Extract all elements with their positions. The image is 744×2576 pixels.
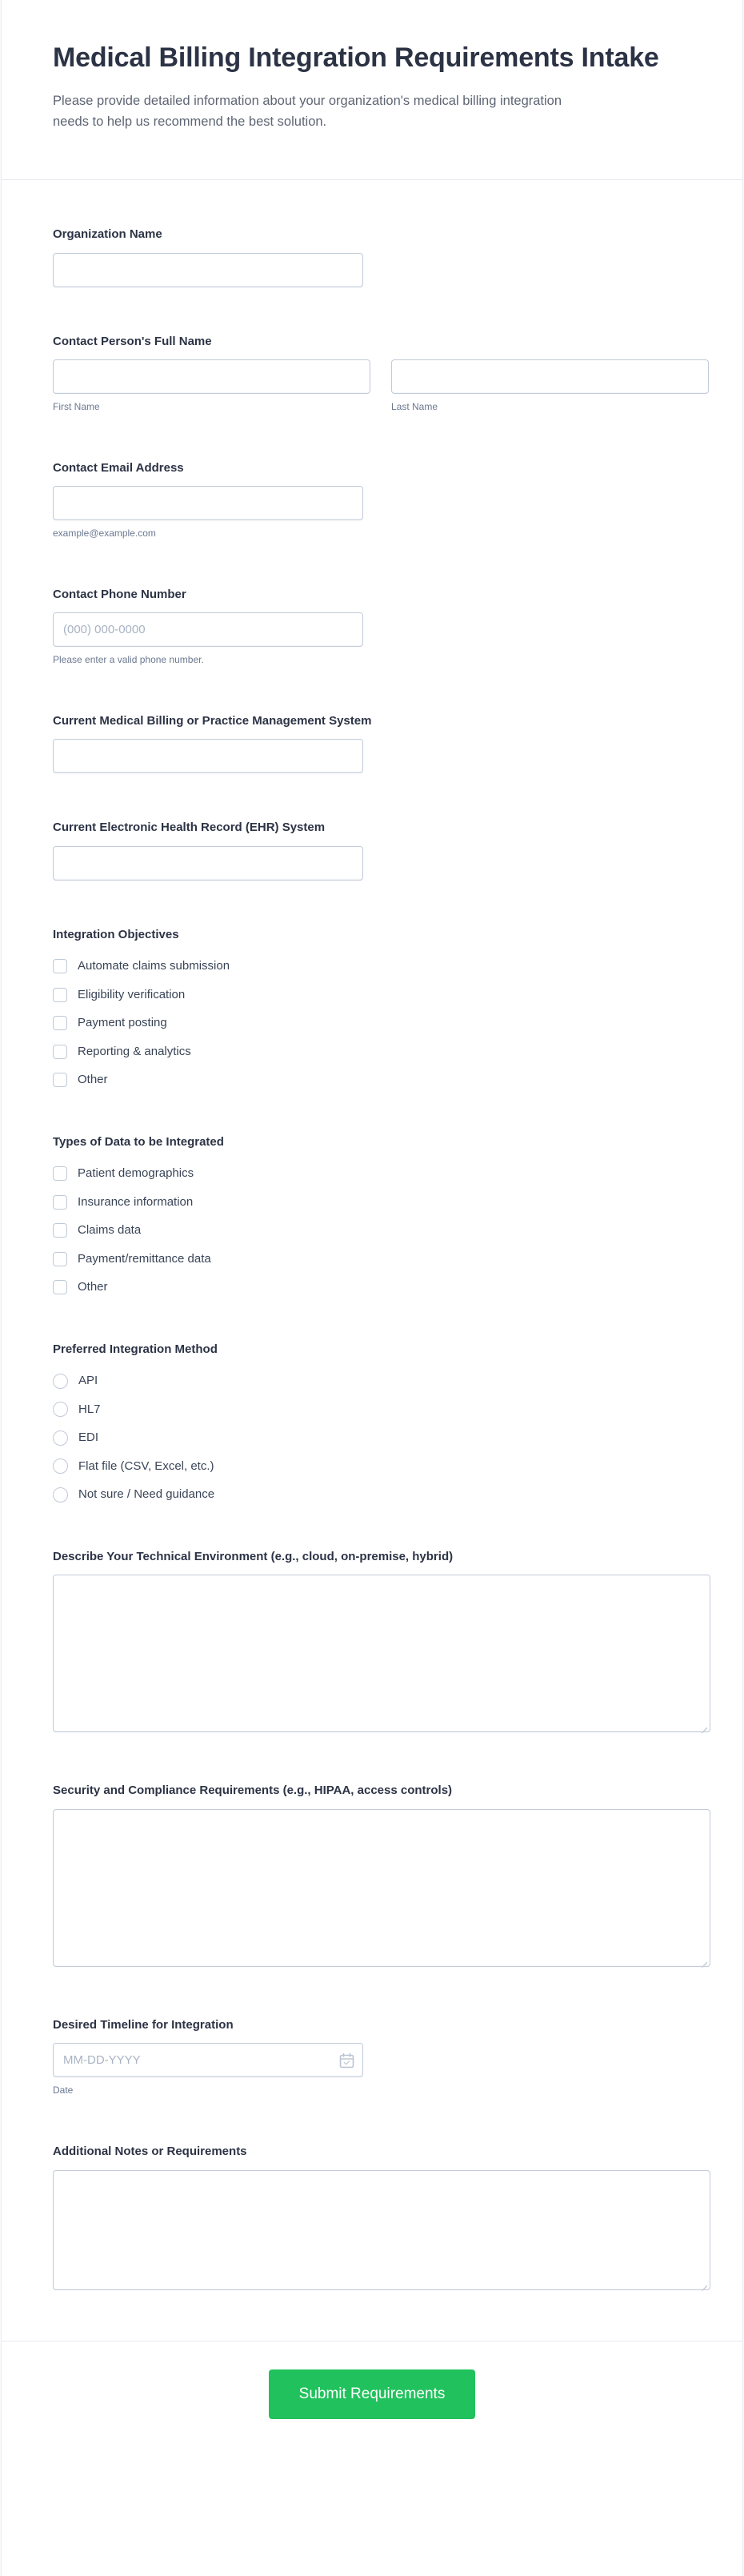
last-name-input[interactable] <box>391 359 709 394</box>
objective-option-automate-claims[interactable] <box>53 958 709 974</box>
objective-option-eligibility[interactable] <box>53 987 709 1003</box>
desired-timeline-label: Desired Timeline for Integration <box>53 2017 234 2032</box>
method-radio-api[interactable] <box>53 1374 68 1389</box>
objective-option-reporting[interactable] <box>53 1044 709 1060</box>
method-option-hl7[interactable] <box>53 1402 709 1418</box>
contact-phone-sublabel: Please enter a valid phone number. <box>53 654 204 666</box>
method-radio-edi[interactable] <box>53 1430 68 1446</box>
submit-section <box>2 2341 742 2458</box>
organization-name-label: Organization Name <box>53 227 162 242</box>
integration-method-options <box>53 1373 709 1503</box>
contact-name-label: Contact Person's Full Name <box>53 334 212 348</box>
method-option-flat-file[interactable] <box>53 1459 709 1475</box>
data-type-checkbox-insurance[interactable] <box>53 1195 67 1210</box>
additional-notes-textarea[interactable] <box>53 2170 710 2290</box>
data-type-option-label[interactable]: Insurance information <box>78 1194 194 1209</box>
objective-checkbox-automate-claims[interactable] <box>53 959 67 973</box>
objective-checkbox-eligibility[interactable] <box>53 988 67 1002</box>
data-types-label: Types of Data to be Integrated <box>53 1134 224 1149</box>
data-type-option-patient-demographics[interactable] <box>53 1166 709 1182</box>
form-body <box>2 180 742 2293</box>
method-option-label[interactable]: API <box>78 1374 98 1388</box>
field-technical-environment <box>53 1549 709 1737</box>
billing-system-label: Current Medical Billing or Practice Management System <box>53 713 372 728</box>
form-header <box>2 0 742 180</box>
first-name-column <box>53 359 370 414</box>
data-type-checkbox-other[interactable] <box>53 1280 67 1294</box>
data-type-checkbox-payment-remittance[interactable] <box>53 1252 67 1266</box>
field-data-types <box>53 1134 709 1295</box>
ehr-system-input[interactable] <box>53 846 363 881</box>
field-integration-method <box>53 1342 709 1503</box>
field-billing-system <box>53 713 709 774</box>
field-security-compliance <box>53 1783 709 1971</box>
security-compliance-textarea[interactable] <box>53 1809 710 1967</box>
objective-option-other[interactable] <box>53 1072 709 1088</box>
integration-objectives-options <box>53 958 709 1088</box>
date-input[interactable] <box>53 2043 363 2077</box>
calendar-icon[interactable] <box>339 2052 354 2068</box>
objective-checkbox-reporting[interactable] <box>53 1045 67 1059</box>
data-type-option-claims-data[interactable] <box>53 1222 709 1238</box>
method-radio-flat-file[interactable] <box>53 1459 68 1474</box>
data-type-option-other[interactable] <box>53 1279 709 1295</box>
field-desired-timeline <box>53 2017 709 2097</box>
objective-option-label[interactable]: Eligibility verification <box>78 987 186 1001</box>
last-name-sublabel: Last Name <box>391 401 438 413</box>
method-option-api[interactable] <box>53 1373 709 1389</box>
billing-system-input[interactable] <box>53 739 363 773</box>
objective-checkbox-payment-posting[interactable] <box>53 1016 67 1030</box>
method-radio-not-sure[interactable] <box>53 1487 68 1503</box>
method-option-not-sure[interactable] <box>53 1487 709 1503</box>
contact-phone-label: Contact Phone Number <box>53 587 186 601</box>
additional-notes-label: Additional Notes or Requirements <box>53 2145 247 2158</box>
field-contact-phone <box>53 587 709 667</box>
form-page <box>1 0 743 2576</box>
security-compliance-label: Security and Compliance Requirements (e.g., HIPAA, access controls) <box>53 1784 453 1798</box>
contact-email-sublabel: example@example.com <box>53 528 156 540</box>
objective-option-label[interactable]: Automate claims submission <box>78 959 230 973</box>
data-type-option-insurance[interactable] <box>53 1194 709 1210</box>
data-type-option-label[interactable]: Other <box>78 1280 108 1294</box>
field-contact-name <box>53 334 709 414</box>
technical-environment-textarea-wrap <box>53 1575 710 1736</box>
security-compliance-textarea-wrap <box>53 1809 710 1971</box>
objective-option-label[interactable]: Payment posting <box>78 1016 167 1030</box>
method-option-label[interactable]: HL7 <box>78 1402 101 1416</box>
method-option-edi[interactable] <box>53 1430 709 1446</box>
field-integration-objectives <box>53 927 709 1088</box>
page-subtitle: Please provide detailed information about your organization's medical billing integration needs to help us recommend the best solution. <box>53 93 562 130</box>
last-name-column <box>391 359 709 414</box>
technical-environment-label: Describe Your Technical Environment (e.g., cloud, on-premise, hybrid) <box>53 1549 454 1563</box>
integration-objectives-label: Integration Objectives <box>53 927 179 941</box>
contact-email-input[interactable] <box>53 486 363 520</box>
additional-notes-textarea-wrap <box>53 2170 710 2294</box>
contact-phone-input[interactable] <box>53 612 363 647</box>
data-type-checkbox-claims-data[interactable] <box>53 1223 67 1238</box>
method-option-label[interactable]: Not sure / Need guidance <box>78 1487 215 1502</box>
data-type-checkbox-patient-demographics[interactable] <box>53 1166 67 1181</box>
field-additional-notes <box>53 2144 709 2294</box>
organization-name-input[interactable] <box>53 253 363 287</box>
method-option-label[interactable]: Flat file (CSV, Excel, etc.) <box>78 1459 214 1473</box>
data-type-option-payment-remittance[interactable] <box>53 1251 709 1267</box>
date-input-wrap <box>53 2043 363 2077</box>
method-radio-hl7[interactable] <box>53 1402 68 1417</box>
objective-checkbox-other[interactable] <box>53 1073 67 1087</box>
ehr-system-label: Current Electronic Health Record (EHR) System <box>53 821 326 835</box>
first-name-sublabel: First Name <box>53 401 100 413</box>
contact-email-label: Contact Email Address <box>53 460 184 475</box>
integration-method-label: Preferred Integration Method <box>53 1342 218 1356</box>
field-contact-email <box>53 460 709 540</box>
field-organization-name <box>53 227 709 287</box>
objective-option-payment-posting[interactable] <box>53 1015 709 1031</box>
submit-button[interactable]: Submit Requirements <box>269 2369 476 2419</box>
data-type-option-label[interactable]: Patient demographics <box>78 1166 194 1181</box>
objective-option-label[interactable]: Reporting & analytics <box>78 1044 191 1058</box>
method-option-label[interactable]: EDI <box>78 1430 99 1445</box>
data-types-options <box>53 1166 709 1295</box>
data-type-option-label[interactable]: Payment/remittance data <box>78 1251 211 1266</box>
technical-environment-textarea[interactable] <box>53 1575 710 1732</box>
objective-option-label[interactable]: Other <box>78 1073 108 1087</box>
contact-name-row <box>53 359 709 414</box>
first-name-input[interactable] <box>53 359 370 394</box>
date-sublabel: Date <box>53 2084 74 2097</box>
page-title: Medical Billing Integration Requirements Intake <box>53 42 659 73</box>
data-type-option-label[interactable]: Claims data <box>78 1223 142 1238</box>
field-ehr-system <box>53 820 709 881</box>
